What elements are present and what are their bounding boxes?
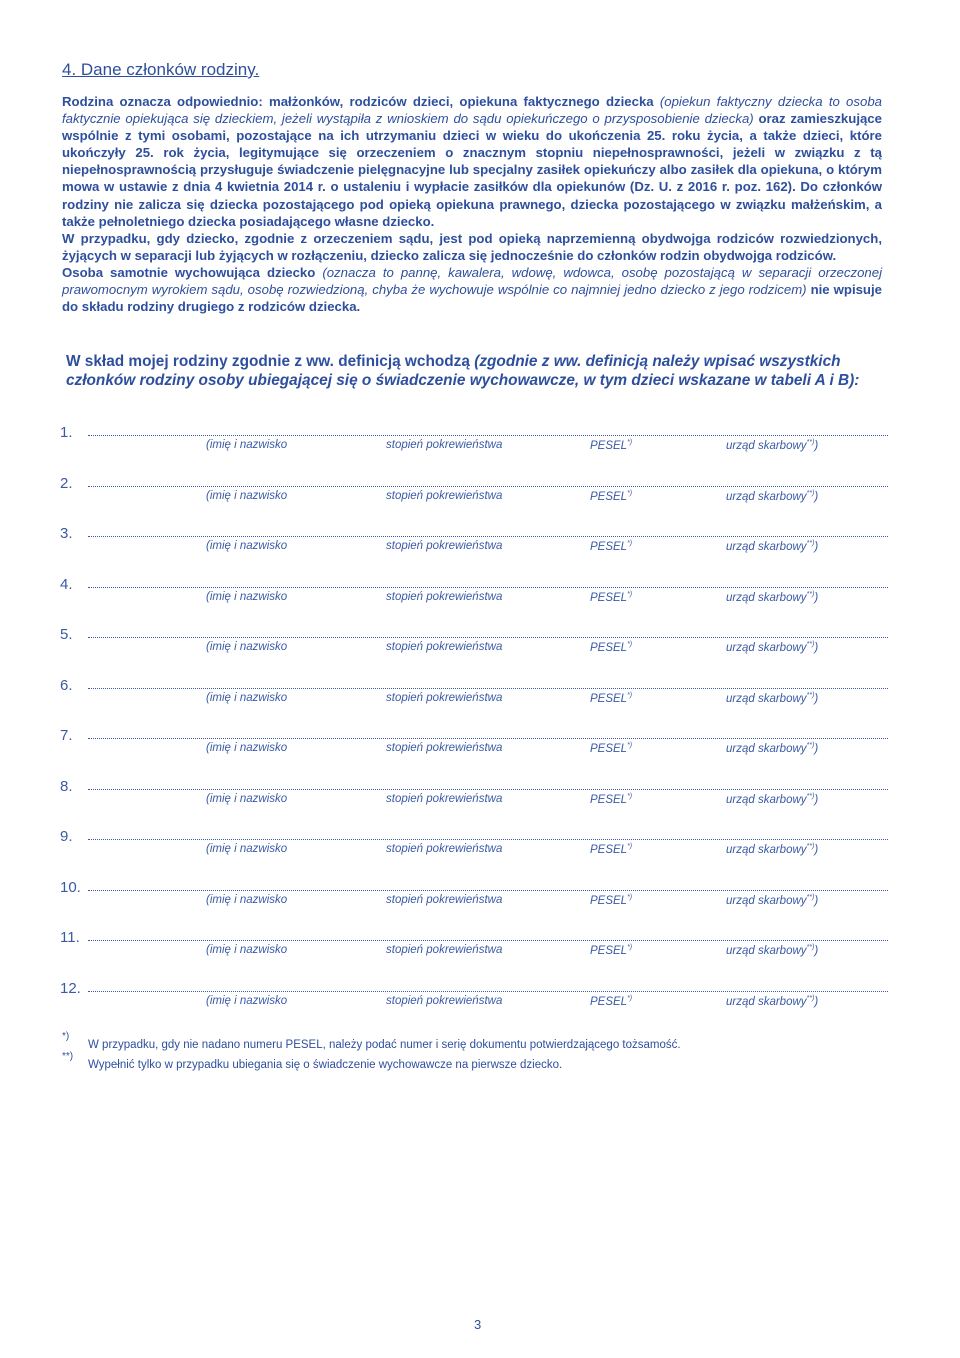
- caption-pesel-part: PESEL: [590, 490, 628, 503]
- footnote-mark: *): [62, 1031, 70, 1042]
- definition-paragraph-3: [62, 264, 882, 315]
- caption-relation: [386, 439, 502, 451]
- definition-text: Rodzina oznacza odpowiednio: małżonków, rodziców dzieci, opiekuna faktycznego dziecka: [62, 94, 660, 109]
- caption-pesel: [590, 591, 632, 604]
- caption-tax-office: [726, 540, 818, 553]
- caption-tax-office-part: **): [806, 540, 815, 547]
- caption-pesel-part: PESEL: [590, 843, 628, 856]
- member-number: 10.: [60, 878, 81, 896]
- instruction-italic-text: (zgodnie z ww. definicją należy wpisać wszystkich członków rodziny osoby ubiegającej się o świadczenie wychowawcze, w tym dzieci wskazane w tabeli A i B):: [66, 353, 860, 389]
- caption-relation-part: stopień pokrewieństwa: [386, 792, 503, 805]
- family-member-row[interactable]: [58, 727, 892, 767]
- caption-name-part: (imię i nazwisko: [206, 590, 288, 603]
- caption-pesel-part: PESEL: [590, 894, 628, 907]
- caption-pesel-part: PESEL: [590, 793, 628, 806]
- footnotes: [62, 1031, 882, 1075]
- caption-relation: [386, 641, 502, 653]
- caption-tax-office-part: **): [806, 893, 815, 901]
- single-parent-text-continued: nie wpisuje do składu rodziny drugiego z rodziców dziecka.: [62, 282, 882, 315]
- member-number: 7.: [60, 727, 73, 744]
- member-number: 2.: [60, 474, 73, 492]
- caption-tax-office-part: ): [814, 439, 819, 452]
- member-entry-line[interactable]: [88, 738, 888, 739]
- caption-relation: [386, 894, 502, 906]
- caption-relation-part: stopień pokrewieństwa: [386, 944, 503, 956]
- caption-pesel-part: *): [627, 641, 633, 648]
- family-member-row[interactable]: [58, 980, 892, 1020]
- caption-tax-office-part: urząd skarbowy: [726, 641, 807, 654]
- caption-name-part: (imię i nazwisko: [206, 540, 288, 552]
- caption-tax-office-part: **): [806, 439, 815, 446]
- caption-tax-office-part: urząd skarbowy: [726, 540, 807, 553]
- definition-text-continued: oraz zamieszkujące wspólnie z tymi osobami, pozostające na ich utrzymaniu dzieci w wieku do ukończenia 25. roku życia, a także dzieci, które ukończyły 25. rok życia, legitymujące się orzeczeniem o znacznym stopniu niepełnosprawności, jeżeli w związku z tą niepełnosprawnością przysługuje świadczenie pielęgnacyjne lub specjalny zasiłek opiekuńczy albo zasiłek dla opiekuna, o którym mowa w ustawie z dnia 4 kwietnia 2014 r. o ustaleniu i wypłacie zasiłków dla opiekunów (Dz. U. z 2016 r. poz. 162). Do członków rodziny nie zalicza się dziecka pozostającego pod opieką opiekuna prawnego, dziecka pozostającego w związku małżeńskim, a także pełnoletniego dziecka posiadającego własne dziecko.: [62, 111, 882, 229]
- caption-pesel: [590, 641, 632, 654]
- caption-tax-office-part: ): [814, 894, 819, 907]
- member-entry-line[interactable]: [88, 839, 888, 840]
- caption-pesel-part: PESEL: [590, 944, 628, 957]
- caption-name-part: (imię i nazwisko: [206, 994, 288, 1007]
- caption-name: [206, 742, 287, 754]
- caption-pesel-part: PESEL: [590, 540, 628, 553]
- caption-tax-office-part: urząd skarbowy: [726, 843, 807, 856]
- caption-name: [206, 490, 287, 502]
- caption-tax-office-part: urząd skarbowy: [726, 439, 807, 452]
- caption-relation-part: stopień pokrewieństwa: [386, 641, 503, 653]
- caption-tax-office-part: urząd skarbowy: [726, 692, 807, 705]
- member-entry-line[interactable]: [88, 435, 888, 436]
- caption-tax-office-part: **): [806, 590, 815, 598]
- caption-relation: [386, 793, 502, 805]
- caption-name: [206, 894, 287, 906]
- caption-tax-office-part: urząd skarbowy: [726, 995, 807, 1008]
- caption-pesel: [590, 540, 632, 553]
- caption-tax-office-part: **): [806, 489, 815, 497]
- caption-tax-office-part: urząd skarbowy: [726, 591, 807, 604]
- caption-relation: [386, 995, 502, 1007]
- caption-pesel-part: *): [627, 742, 633, 749]
- page-number: 3: [474, 1317, 482, 1332]
- caption-tax-office-part: **): [806, 691, 815, 699]
- caption-relation-part: stopień pokrewieństwa: [386, 691, 503, 704]
- family-member-row[interactable]: [58, 879, 892, 919]
- family-member-row[interactable]: [58, 929, 892, 969]
- caption-pesel: [590, 894, 632, 907]
- caption-tax-office-part: **): [806, 742, 815, 749]
- caption-tax-office: [726, 944, 818, 957]
- caption-pesel-part: *): [627, 792, 633, 800]
- caption-relation-part: stopień pokrewieństwa: [386, 893, 503, 906]
- caption-name-part: (imię i nazwisko: [206, 893, 288, 906]
- footnote-tax-office: [62, 1051, 882, 1075]
- family-member-row[interactable]: [58, 424, 892, 464]
- caption-pesel-part: *): [627, 893, 633, 901]
- family-member-row[interactable]: [58, 626, 892, 666]
- caption-tax-office-part: ): [814, 944, 819, 957]
- caption-name: [206, 843, 287, 855]
- caption-relation-part: stopień pokrewieństwa: [386, 994, 503, 1007]
- family-member-row[interactable]: [58, 778, 892, 818]
- member-entry-line[interactable]: [88, 940, 888, 941]
- member-entry-line[interactable]: [88, 486, 888, 487]
- caption-name: [206, 944, 287, 956]
- caption-pesel: [590, 490, 632, 503]
- caption-pesel-part: PESEL: [590, 591, 628, 604]
- member-number: 6.: [60, 676, 73, 694]
- family-member-row[interactable]: [58, 525, 892, 565]
- member-number: 4.: [60, 575, 73, 593]
- caption-name-part: (imię i nazwisko: [206, 439, 288, 451]
- caption-pesel: [590, 995, 632, 1008]
- caption-tax-office-part: **): [806, 843, 815, 850]
- member-entry-line[interactable]: [88, 688, 888, 689]
- caption-tax-office-part: ): [814, 793, 819, 806]
- caption-name-part: (imię i nazwisko: [206, 742, 288, 754]
- caption-name-part: (imię i nazwisko: [206, 944, 288, 956]
- caption-pesel: [590, 843, 632, 856]
- caption-pesel-part: *): [627, 843, 633, 850]
- caption-relation-part: stopień pokrewieństwa: [386, 540, 503, 552]
- caption-pesel-part: PESEL: [590, 692, 628, 705]
- caption-tax-office: [726, 641, 818, 654]
- definition-paragraph-1: [62, 93, 882, 230]
- caption-relation: [386, 843, 502, 855]
- caption-tax-office-part: urząd skarbowy: [726, 490, 807, 503]
- caption-relation: [386, 540, 502, 552]
- caption-tax-office-part: ): [814, 591, 819, 604]
- caption-tax-office-part: ): [814, 490, 819, 503]
- family-member-row[interactable]: [58, 475, 892, 515]
- caption-tax-office: [726, 439, 818, 452]
- caption-pesel-part: *): [627, 944, 633, 951]
- footnote-pesel: [62, 1031, 882, 1055]
- caption-tax-office-part: ): [814, 995, 819, 1008]
- caption-relation: [386, 591, 502, 603]
- caption-tax-office-part: ): [814, 641, 819, 654]
- caption-tax-office-part: ): [814, 692, 819, 705]
- caption-pesel-part: PESEL: [590, 641, 628, 654]
- caption-name: [206, 995, 287, 1007]
- single-parent-text: Osoba samotnie wychowująca dziecko: [62, 264, 323, 280]
- definition-italic-text: (opiekun faktyczny dziecka to osoba faktycznie opiekująca się dzieckiem, jeżeli wystąpiła z wnioskiem do sądu opiekuńczego o przysposobienie dziecka): [62, 94, 882, 127]
- caption-tax-office-part: urząd skarbowy: [726, 742, 807, 755]
- caption-relation: [386, 490, 502, 502]
- caption-pesel-part: *): [627, 489, 633, 497]
- family-member-row[interactable]: [58, 576, 892, 616]
- caption-tax-office: [726, 490, 818, 503]
- footnote-mark: **): [62, 1051, 74, 1062]
- member-number: 5.: [60, 626, 73, 643]
- caption-relation-part: stopień pokrewieństwa: [386, 489, 503, 502]
- caption-relation-part: stopień pokrewieństwa: [386, 843, 503, 855]
- caption-pesel-part: *): [627, 540, 633, 547]
- caption-tax-office-part: **): [806, 994, 815, 1002]
- caption-name: [206, 793, 287, 805]
- caption-pesel: [590, 944, 632, 957]
- caption-pesel-part: *): [627, 590, 633, 598]
- instruction-text: W skład mojej rodziny zgodnie z ww. definicją wchodzą: [66, 353, 475, 370]
- caption-tax-office-part: **): [806, 944, 815, 951]
- caption-tax-office-part: **): [806, 641, 815, 648]
- caption-relation: [386, 742, 502, 754]
- caption-pesel-part: PESEL: [590, 742, 628, 755]
- caption-relation-part: stopień pokrewieństwa: [386, 439, 503, 451]
- caption-relation-part: stopień pokrewieństwa: [386, 590, 503, 603]
- family-member-row[interactable]: [58, 828, 892, 868]
- caption-pesel-part: PESEL: [590, 439, 628, 452]
- footnote-text: W przypadku, gdy nie nadano numeru PESEL, należy podać numer i serię dokumentu potwierdzającego tożsamość.: [88, 1039, 681, 1051]
- member-entry-line[interactable]: [88, 789, 888, 790]
- caption-name: [206, 591, 287, 603]
- caption-relation-part: stopień pokrewieństwa: [386, 742, 503, 754]
- caption-name-part: (imię i nazwisko: [206, 641, 288, 653]
- caption-name: [206, 540, 287, 552]
- family-member-row[interactable]: [58, 677, 892, 717]
- caption-tax-office-part: ): [814, 540, 819, 553]
- family-definition: [62, 93, 882, 315]
- caption-name: [206, 641, 287, 653]
- caption-tax-office: [726, 692, 818, 705]
- caption-pesel-part: PESEL: [590, 995, 628, 1008]
- caption-tax-office-part: ): [814, 742, 819, 755]
- caption-tax-office: [726, 793, 818, 806]
- member-entry-line[interactable]: [88, 991, 888, 992]
- caption-pesel: [590, 793, 632, 806]
- member-number: 11.: [60, 929, 80, 946]
- caption-pesel: [590, 742, 632, 755]
- caption-name-part: (imię i nazwisko: [206, 691, 288, 704]
- caption-name: [206, 692, 287, 704]
- member-number: 1.: [60, 424, 73, 441]
- caption-tax-office-part: urząd skarbowy: [726, 793, 807, 806]
- caption-pesel-part: *): [627, 439, 633, 446]
- section-heading: 4. Dane członków rodziny.: [62, 60, 260, 79]
- caption-relation: [386, 692, 502, 704]
- caption-name-part: (imię i nazwisko: [206, 792, 288, 805]
- caption-relation: [386, 944, 502, 956]
- caption-tax-office: [726, 843, 818, 856]
- caption-tax-office-part: **): [806, 792, 815, 800]
- member-number: 12.: [60, 979, 81, 997]
- caption-pesel: [590, 439, 632, 452]
- member-entry-line[interactable]: [88, 890, 888, 891]
- member-number: 9.: [60, 828, 73, 845]
- caption-tax-office: [726, 894, 818, 907]
- member-number: 8.: [60, 777, 73, 795]
- member-entry-line[interactable]: [88, 637, 888, 638]
- caption-pesel: [590, 692, 632, 705]
- footnote-text: Wypełnić tylko w przypadku ubiegania się o świadczenie wychowawcze na pierwsze dziecko.: [88, 1059, 563, 1071]
- caption-name-part: (imię i nazwisko: [206, 489, 288, 502]
- single-parent-italic-text: (oznacza to pannę, kawalera, wdowę, wdowca, osobę pozostającą w separacji orzeczonej prawomocnym wyrokiem sądu, osobę rozwiedzioną, chyba że wychowuje wspólnie co najmniej jedno dziecko z jego rodzicem): [62, 264, 883, 298]
- caption-tax-office: [726, 995, 818, 1008]
- caption-pesel-part: *): [627, 691, 633, 699]
- caption-tax-office: [726, 591, 818, 604]
- caption-tax-office-part: urząd skarbowy: [726, 894, 807, 907]
- caption-tax-office: [726, 742, 818, 755]
- caption-pesel-part: *): [627, 994, 633, 1002]
- member-entry-line[interactable]: [88, 587, 888, 588]
- caption-tax-office-part: urząd skarbowy: [726, 944, 807, 957]
- member-entry-line[interactable]: [88, 536, 888, 537]
- family-composition-instruction: [66, 352, 886, 390]
- caption-name-part: (imię i nazwisko: [206, 843, 288, 855]
- caption-tax-office-part: ): [814, 843, 819, 856]
- caption-name: [206, 439, 287, 451]
- definition-paragraph-2: W przypadku, gdy dziecko, zgodnie z orzeczeniem sądu, jest pod opieką naprzemienną obydwojga rodziców rozwiedzionych, żyjących w separacji lub żyjących w rozłączeniu, dziecko zalicza się jednocześnie do członków rodzin obydwojga rodziców.: [62, 230, 882, 263]
- member-number: 3.: [60, 525, 73, 542]
